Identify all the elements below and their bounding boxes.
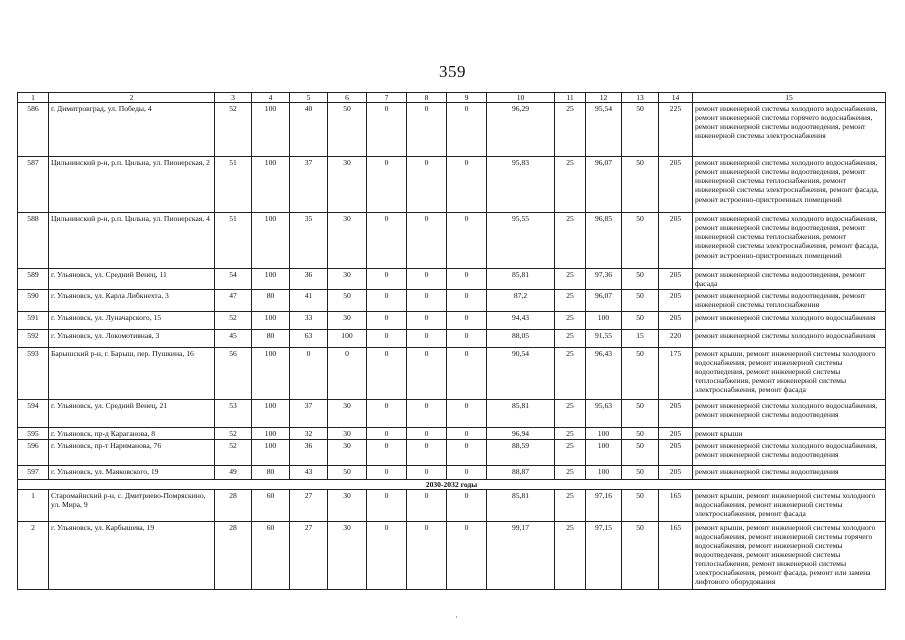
value-cell: 37	[290, 399, 328, 427]
value-cell: 205	[659, 213, 693, 269]
value-cell: 25	[555, 269, 586, 290]
column-header-4: 4	[252, 93, 290, 103]
address-cell: г. Ульяновск, ул. Маяковского, 19	[49, 465, 215, 479]
work-list-cell: ремонт инженерной системы водоотведения, ремонт фасада	[693, 269, 886, 290]
address-cell: г. Ульяновск, ул. Карбышева, 19	[49, 521, 215, 589]
column-header-2: 2	[49, 93, 215, 103]
value-cell: 50	[622, 427, 659, 439]
work-list-cell: ремонт инженерной системы холодного водоснабжения, ремонт инженерной системы водоотведения, ремонт инженерной системы теплоснабжения, ремонт инженерной системы электроснабжения, ремонт фасада, ремонт встроенно-пристроенных помещений	[693, 157, 886, 213]
column-header-5: 5	[290, 93, 328, 103]
value-cell: 28	[215, 489, 252, 521]
table-row	[18, 103, 886, 157]
value-cell: 96,43	[586, 347, 622, 399]
value-cell: 56	[215, 347, 252, 399]
value-cell: 52	[215, 427, 252, 439]
column-header-12: 12	[586, 93, 622, 103]
address-cell: г. Ульяновск, пр-д Караганова, 8	[49, 427, 215, 439]
address-cell: Старомайнский р-н, с. Дмитриево-Помряскино, ул. Мира, 9	[49, 489, 215, 521]
value-cell: 0	[407, 399, 447, 427]
column-header-15: 15	[693, 93, 886, 103]
value-cell: 95,55	[487, 213, 555, 269]
column-header-1: 1	[18, 93, 49, 103]
value-cell: 96,94	[487, 427, 555, 439]
address-cell: г. Ульяновск, ул. Карла Либкнехта, 3	[49, 290, 215, 311]
address-cell: Цильнинский р-н, р.п. Цильна, ул. Пионерская, 4	[49, 213, 215, 269]
value-cell: 0	[407, 157, 447, 213]
value-cell: 205	[659, 290, 693, 311]
value-cell: 90,54	[487, 347, 555, 399]
value-cell: 87,2	[487, 290, 555, 311]
value-cell: 100	[252, 427, 290, 439]
value-cell: 205	[659, 311, 693, 329]
value-cell: 0	[367, 329, 407, 347]
value-cell: 95,83	[487, 157, 555, 213]
value-cell: 100	[252, 269, 290, 290]
work-list-cell: ремонт инженерной системы холодного водоснабжения	[693, 329, 886, 347]
value-cell: 25	[555, 439, 586, 465]
value-cell: 175	[659, 347, 693, 399]
value-cell: 50	[328, 290, 367, 311]
value-cell: 100	[252, 311, 290, 329]
value-cell: 30	[328, 427, 367, 439]
value-cell: 27	[290, 521, 328, 589]
value-cell: 30	[328, 489, 367, 521]
value-cell: 30	[328, 439, 367, 465]
value-cell: 54	[215, 269, 252, 290]
value-cell: 50	[622, 269, 659, 290]
value-cell: 100	[252, 399, 290, 427]
value-cell: 95,54	[586, 103, 622, 157]
value-cell: 0	[367, 399, 407, 427]
table-row	[18, 521, 886, 589]
value-cell: 25	[555, 329, 586, 347]
value-cell: 0	[407, 329, 447, 347]
value-cell: 0	[447, 103, 487, 157]
value-cell: 0	[367, 103, 407, 157]
address-cell: г. Ульяновск, ул. Средний Венец, 11	[49, 269, 215, 290]
value-cell: 94,43	[487, 311, 555, 329]
value-cell: 25	[555, 521, 586, 589]
value-cell: 25	[555, 157, 586, 213]
table-row	[18, 157, 886, 213]
work-list-cell: ремонт инженерной системы холодного водоснабжения	[693, 311, 886, 329]
value-cell: 100	[252, 157, 290, 213]
row-number: 594	[18, 399, 49, 427]
value-cell: 25	[555, 399, 586, 427]
value-cell: 52	[215, 103, 252, 157]
value-cell: 100	[252, 103, 290, 157]
value-cell: 37	[290, 157, 328, 213]
value-cell: 0	[367, 465, 407, 479]
address-cell: г. Ульяновск, ул. Луначарского, 15	[49, 311, 215, 329]
value-cell: 0	[447, 465, 487, 479]
table-row	[18, 399, 886, 427]
value-cell: 0	[447, 399, 487, 427]
address-cell: Барышский р-н, г. Барыш, пер. Пушкина, 16	[49, 347, 215, 399]
address-cell: г. Ульяновск, ул. Локомотивная, 3	[49, 329, 215, 347]
value-cell: 50	[328, 103, 367, 157]
value-cell: 25	[555, 489, 586, 521]
row-number: 587	[18, 157, 49, 213]
value-cell: 0	[447, 439, 487, 465]
value-cell: 85,81	[487, 399, 555, 427]
value-cell: 0	[447, 213, 487, 269]
row-number: 2	[18, 521, 49, 589]
value-cell: 52	[215, 311, 252, 329]
value-cell: 30	[328, 213, 367, 269]
value-cell: 97,36	[586, 269, 622, 290]
value-cell: 205	[659, 439, 693, 465]
value-cell: 30	[328, 157, 367, 213]
value-cell: 50	[622, 213, 659, 269]
value-cell: 0	[367, 290, 407, 311]
column-header-9: 9	[447, 93, 487, 103]
value-cell: 30	[328, 521, 367, 589]
address-cell: г. Ульяновск, пр-т Нариманова, 76	[49, 439, 215, 465]
value-cell: 0	[447, 311, 487, 329]
value-cell: 0	[367, 311, 407, 329]
value-cell: 50	[622, 290, 659, 311]
work-list-cell: ремонт инженерной системы водоотведения, ремонт инженерной системы теплоснабжения	[693, 290, 886, 311]
work-list-cell: ремонт крыши	[693, 427, 886, 439]
value-cell: 0	[407, 311, 447, 329]
table-row	[18, 347, 886, 399]
value-cell: 50	[328, 465, 367, 479]
value-cell: 220	[659, 329, 693, 347]
row-number: 586	[18, 103, 49, 157]
value-cell: 0	[407, 290, 447, 311]
value-cell: 0	[447, 157, 487, 213]
value-cell: 95,63	[586, 399, 622, 427]
value-cell: 51	[215, 213, 252, 269]
value-cell: 100	[586, 427, 622, 439]
value-cell: 33	[290, 311, 328, 329]
value-cell: 52	[215, 439, 252, 465]
value-cell: 0	[407, 347, 447, 399]
address-cell: г. Ульяновск, ул. Средний Венец, 21	[49, 399, 215, 427]
value-cell: 0	[447, 329, 487, 347]
value-cell: 0	[367, 347, 407, 399]
value-cell: 91,55	[586, 329, 622, 347]
value-cell: 30	[328, 311, 367, 329]
column-header-13: 13	[622, 93, 659, 103]
value-cell: 0	[407, 269, 447, 290]
value-cell: 96,07	[586, 290, 622, 311]
value-cell: 0	[407, 439, 447, 465]
value-cell: 25	[555, 427, 586, 439]
address-cell: Цильнинский р-н, р.п. Цильна, ул. Пионерская, 2	[49, 157, 215, 213]
value-cell: 0	[407, 465, 447, 479]
table-row	[18, 213, 886, 269]
work-list-cell: ремонт инженерной системы холодного водоснабжения, ремонт инженерной системы водоотведения	[693, 399, 886, 427]
value-cell: 80	[252, 329, 290, 347]
value-cell: 85,81	[487, 269, 555, 290]
column-header-3: 3	[215, 93, 252, 103]
column-header-11: 11	[555, 93, 586, 103]
value-cell: 49	[215, 465, 252, 479]
table-row	[18, 269, 886, 290]
value-cell: 100	[252, 213, 290, 269]
value-cell: 30	[328, 399, 367, 427]
value-cell: 0	[447, 427, 487, 439]
scan-mark: ·	[455, 612, 458, 622]
value-cell: 100	[252, 439, 290, 465]
value-cell: 50	[622, 465, 659, 479]
value-cell: 50	[622, 157, 659, 213]
value-cell: 100	[586, 439, 622, 465]
section-title: 2030-2032 годы	[18, 479, 886, 489]
value-cell: 0	[407, 489, 447, 521]
row-number: 1	[18, 489, 49, 521]
header-row	[18, 93, 886, 103]
value-cell: 53	[215, 399, 252, 427]
value-cell: 25	[555, 311, 586, 329]
value-cell: 50	[622, 347, 659, 399]
value-cell: 25	[555, 213, 586, 269]
value-cell: 85,81	[487, 489, 555, 521]
value-cell: 97,15	[586, 521, 622, 589]
value-cell: 100	[328, 329, 367, 347]
value-cell: 15	[622, 329, 659, 347]
value-cell: 0	[367, 521, 407, 589]
work-list-cell: ремонт крыши, ремонт инженерной системы холодного водоснабжения, ремонт инженерной системы электроснабжения, ремонт фасада	[693, 489, 886, 521]
value-cell: 99,17	[487, 521, 555, 589]
value-cell: 50	[622, 521, 659, 589]
value-cell: 25	[555, 465, 586, 479]
value-cell: 96,85	[586, 213, 622, 269]
value-cell: 100	[586, 465, 622, 479]
value-cell: 165	[659, 489, 693, 521]
value-cell: 35	[290, 213, 328, 269]
work-list-cell: ремонт крыши, ремонт инженерной системы холодного водоснабжения, ремонт инженерной системы горячего водоснабжения, ремонт инженерной системы водоотведения, ремонт инженерной системы теплоснабжения, ремонт инженерной системы электроснабжения, ремонт фасада, ремонт или замена лифтового оборудования	[693, 521, 886, 589]
value-cell: 0	[447, 290, 487, 311]
table-row	[18, 290, 886, 311]
work-list-cell: ремонт инженерной системы холодного водоснабжения, ремонт инженерной системы водоотведения, ремонт инженерной системы теплоснабжения, ремонт инженерной системы электроснабжения, ремонт фасада, ремонт встроенно-пристроенных помещений	[693, 213, 886, 269]
page-number: 359	[439, 62, 466, 81]
work-list-cell: ремонт инженерной системы холодного водоснабжения, ремонт инженерной системы водоотведения	[693, 439, 886, 465]
value-cell: 60	[252, 521, 290, 589]
work-list-cell: ремонт инженерной системы холодного водоснабжения, ремонт инженерной системы горячего водоснабжения, ремонт инженерной системы водоотведения, ремонт инженерной системы электроснабжения	[693, 103, 886, 157]
value-cell: 50	[622, 399, 659, 427]
column-header-6: 6	[328, 93, 367, 103]
row-number: 589	[18, 269, 49, 290]
value-cell: 51	[215, 157, 252, 213]
value-cell: 88,05	[487, 329, 555, 347]
value-cell: 50	[622, 103, 659, 157]
value-cell: 36	[290, 439, 328, 465]
value-cell: 32	[290, 427, 328, 439]
value-cell: 205	[659, 427, 693, 439]
value-cell: 97,16	[586, 489, 622, 521]
column-header-14: 14	[659, 93, 693, 103]
value-cell: 0	[367, 157, 407, 213]
value-cell: 36	[290, 269, 328, 290]
section-row	[18, 479, 886, 489]
value-cell: 100	[586, 311, 622, 329]
table-row	[18, 311, 886, 329]
value-cell: 0	[407, 103, 447, 157]
value-cell: 88,59	[487, 439, 555, 465]
value-cell: 63	[290, 329, 328, 347]
value-cell: 47	[215, 290, 252, 311]
value-cell: 0	[290, 347, 328, 399]
value-cell: 0	[328, 347, 367, 399]
row-number: 593	[18, 347, 49, 399]
value-cell: 96,29	[487, 103, 555, 157]
value-cell: 30	[328, 269, 367, 290]
value-cell: 27	[290, 489, 328, 521]
value-cell: 0	[447, 269, 487, 290]
value-cell: 25	[555, 347, 586, 399]
value-cell: 205	[659, 157, 693, 213]
value-cell: 25	[555, 103, 586, 157]
table-row	[18, 489, 886, 521]
table-row	[18, 427, 886, 439]
value-cell: 50	[622, 439, 659, 465]
value-cell: 0	[367, 489, 407, 521]
value-cell: 45	[215, 329, 252, 347]
column-header-10: 10	[487, 93, 555, 103]
value-cell: 225	[659, 103, 693, 157]
value-cell: 0	[407, 213, 447, 269]
value-cell: 43	[290, 465, 328, 479]
value-cell: 0	[447, 521, 487, 589]
address-cell: г. Димитровград, ул. Победы, 4	[49, 103, 215, 157]
table-row	[18, 465, 886, 479]
value-cell: 0	[367, 439, 407, 465]
row-number: 597	[18, 465, 49, 479]
column-header-7: 7	[367, 93, 407, 103]
work-list-cell: ремонт крыши, ремонт инженерной системы холодного водоснабжения, ремонт инженерной системы водоотведения, ремонт инженерной системы теплоснабжения, ремонт инженерной системы электроснабжения, ремонт фасада	[693, 347, 886, 399]
row-number: 591	[18, 311, 49, 329]
value-cell: 0	[407, 521, 447, 589]
value-cell: 80	[252, 465, 290, 479]
row-number: 590	[18, 290, 49, 311]
value-cell: 25	[555, 290, 586, 311]
value-cell: 165	[659, 521, 693, 589]
work-list-cell: ремонт инженерной системы водоотведения	[693, 465, 886, 479]
row-number: 595	[18, 427, 49, 439]
row-number: 596	[18, 439, 49, 465]
value-cell: 0	[447, 489, 487, 521]
table-row	[18, 439, 886, 465]
value-cell: 60	[252, 489, 290, 521]
value-cell: 0	[367, 427, 407, 439]
row-number: 588	[18, 213, 49, 269]
value-cell: 50	[622, 311, 659, 329]
value-cell: 205	[659, 269, 693, 290]
value-cell: 41	[290, 290, 328, 311]
value-cell: 28	[215, 521, 252, 589]
value-cell: 0	[407, 427, 447, 439]
value-cell: 0	[367, 213, 407, 269]
column-header-8: 8	[407, 93, 447, 103]
value-cell: 96,07	[586, 157, 622, 213]
value-cell: 80	[252, 290, 290, 311]
row-number: 592	[18, 329, 49, 347]
value-cell: 0	[367, 269, 407, 290]
value-cell: 40	[290, 103, 328, 157]
value-cell: 0	[447, 347, 487, 399]
table-row	[18, 329, 886, 347]
value-cell: 100	[252, 347, 290, 399]
value-cell: 205	[659, 465, 693, 479]
repair-program-table	[17, 92, 886, 590]
value-cell: 205	[659, 399, 693, 427]
value-cell: 50	[622, 489, 659, 521]
value-cell: 88,87	[487, 465, 555, 479]
